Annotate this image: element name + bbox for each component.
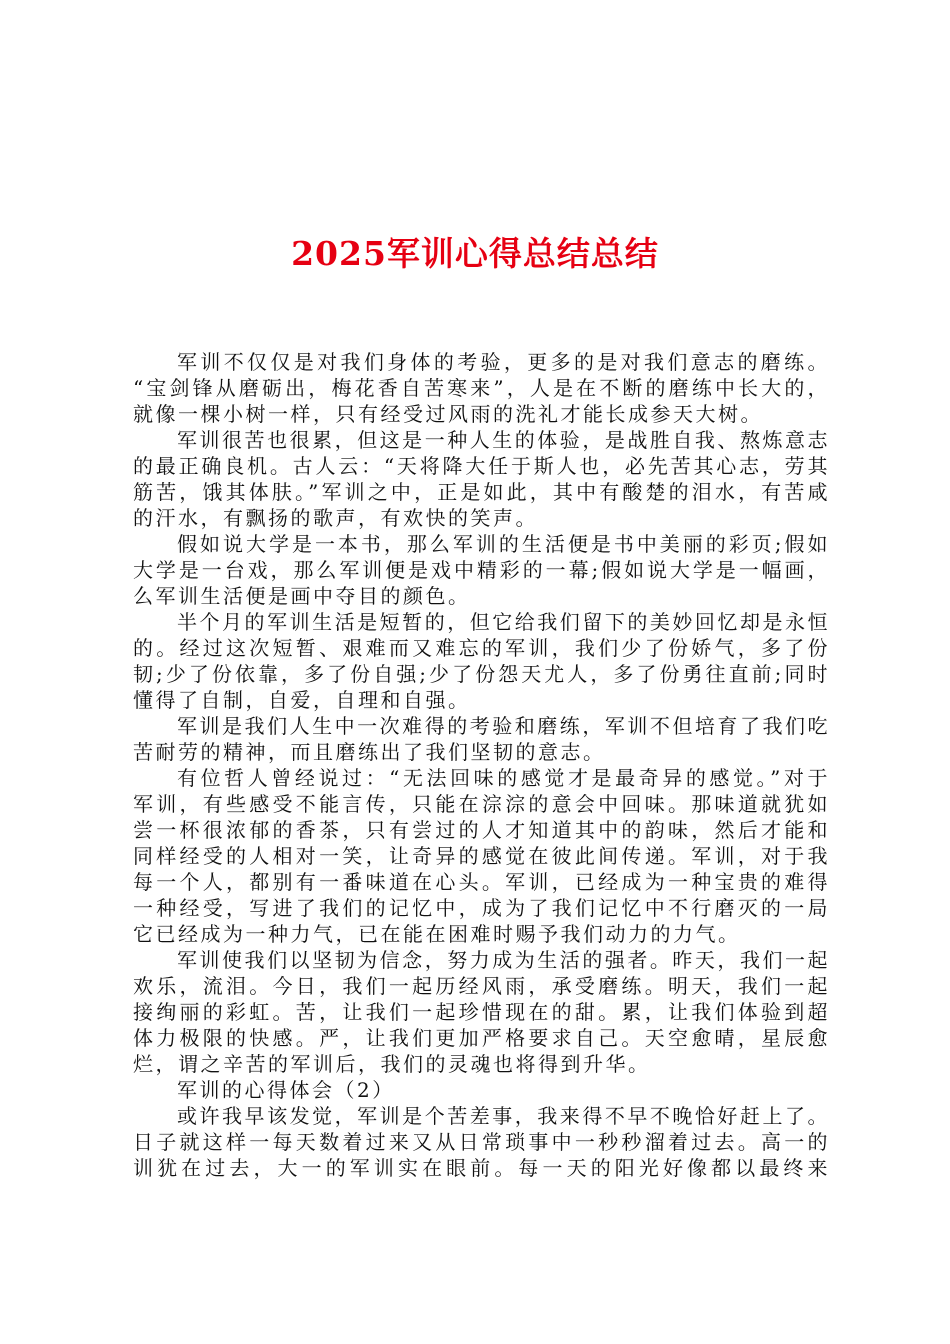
paragraph-line: 尝一杯很浓郁的香茶，只有尝过的人才知道其中的韵味，然后才能和 [133,818,830,842]
paragraph-line: 军训是我们人生中一次难得的考验和磨练，军训不但培育了我们吃 [177,714,830,738]
paragraph-line: 么军训生活便是画中夺目的颜色。 [133,584,471,608]
paragraph-2 [133,427,830,531]
paragraph-3 [133,531,830,609]
paragraph-line: 军训使我们以坚韧为信念，努力成为生活的强者。昨天，我们一起 [177,948,830,972]
paragraph-line: 的汗水，有飘扬的歌声，有欢快的笑声。 [133,506,538,530]
paragraph-line: 日子就这样一每天数着过来又从日常琐事中一秒秒溜着过去。高一的 [133,1130,830,1154]
page-title: 2025军训心得总结总结 [291,234,659,274]
paragraph-line: 训犹在过去，大一的军训实在眼前。每一天的阳光好像都以最终来 [133,1156,830,1180]
paragraph-line: 军训很苦也很累，但这是一种人生的体验，是战胜自我、熬炼意志 [177,428,830,452]
paragraph-line: 假如说大学是一本书，那么军训的生活便是书中美丽的彩页;假如 [177,532,830,556]
paragraph-line: 懂得了自制，自爱，自理和自强。 [133,688,471,712]
paragraph-line: 就像一棵小树一样，只有经受过风雨的洗礼才能长成参天大树。 [133,402,763,426]
paragraph-line: 体力极限的快感。严，让我们更加严格要求自己。天空愈晴，星辰愈 [133,1026,830,1050]
paragraph-line: 烂，谓之辛苦的军训后，我们的灵魂也将得到升华。 [133,1052,651,1076]
section-heading-text: 军训的心得体会（2） [177,1078,395,1102]
paragraph-line: 接绚丽的彩虹。苦，让我们一起珍惜现在的甜。累，让我们体验到超 [133,1000,830,1024]
paragraph-line: 的。经过这次短暂、艰难而又难忘的军训，我们少了份娇气，多了份 [133,636,830,660]
paragraph-line: 苦耐劳的精神，而且磨练出了我们坚韧的意志。 [133,740,606,764]
section-heading [133,1077,830,1103]
document-body [133,349,830,1181]
paragraph-line: 它已经成为一种力气，已在能在困难时赐予我们动力的力气。 [133,922,741,946]
paragraph-line: 欢乐，流泪。今日，我们一起历经风雨，承受磨练。明天，我们一起 [133,974,830,998]
paragraph-line: 筋苦，饿其体肤。”军训之中，正是如此，其中有酸楚的泪水，有苦咸 [133,480,830,504]
paragraph-5 [133,713,830,765]
paragraph-line: 有位哲人曾经说过：“无法回味的感觉才是最奇异的感觉。”对于 [177,766,830,790]
paragraph-line: 军训，有些感受不能言传，只能在淙淙的意会中回味。那味道就犹如 [133,792,830,816]
paragraph-1 [133,349,830,427]
paragraph-4 [133,609,830,713]
paragraph-line: 大学是一台戏，那么军训便是戏中精彩的一幕;假如说大学是一幅画， [133,558,830,582]
paragraph-6 [133,765,830,947]
paragraph-line: 的最正确良机。古人云：“天将降大任于斯人也，必先苦其心志，劳其 [133,454,830,478]
paragraph-line: 韧;少了份依靠，多了份自强;少了份怨天尤人，多了份勇往直前;同时 [133,662,830,686]
paragraph-line: “宝剑锋从磨砺出，梅花香自苦寒来”，人是在不断的磨练中长大的， [133,376,830,400]
paragraph-8 [133,1103,830,1181]
paragraph-7 [133,947,830,1077]
paragraph-line: 半个月的军训生活是短暂的，但它给我们留下的美妙回忆却是永恒 [177,610,830,634]
paragraph-line: 每一个人，都别有一番味道在心头。军训，已经成为一种宝贵的难得 [133,870,830,894]
paragraph-line: 或许我早该发觉，军训是个苦差事，我来得不早不晚恰好赶上了。 [177,1104,830,1128]
paragraph-line: 同样经受的人相对一笑，让奇异的感觉在彼此间传递。军训，对于我 [133,844,830,868]
paragraph-line: 军训不仅仅是对我们身体的考验，更多的是对我们意志的磨练。 [177,350,830,374]
paragraph-line: 一种经受，写进了我们的记忆中，成为了我们记忆中不行磨灭的一局 [133,896,830,920]
